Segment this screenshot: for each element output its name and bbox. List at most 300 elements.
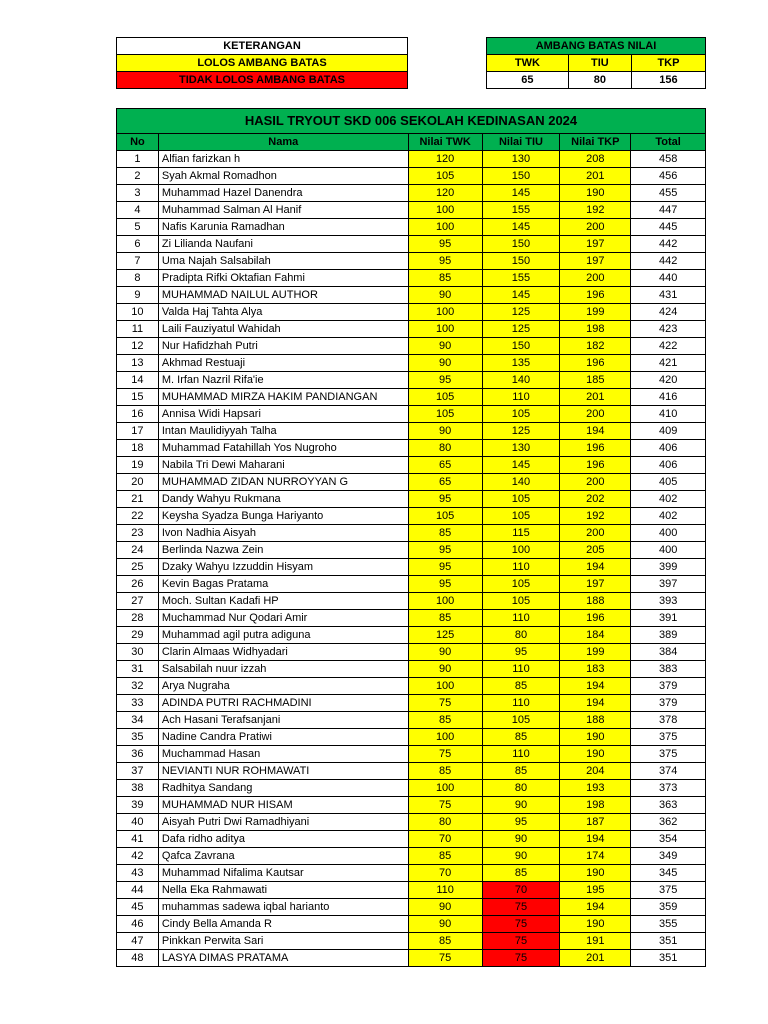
- cell-tiu: 130: [482, 440, 560, 457]
- cell-tkp: 188: [560, 712, 631, 729]
- cell-tiu: 145: [482, 185, 560, 202]
- cell-name: Nafis Karunia Ramadhan: [158, 219, 408, 236]
- cell-twk: 75: [408, 746, 482, 763]
- cell-tkp: 198: [560, 321, 631, 338]
- cell-twk: 120: [408, 185, 482, 202]
- table-row: [117, 916, 706, 933]
- results-body: [117, 151, 706, 967]
- table-row: [117, 542, 706, 559]
- cell-total: 397: [631, 576, 706, 593]
- cell-no: 23: [117, 525, 159, 542]
- cell-name: Kevin Bagas Pratama: [158, 576, 408, 593]
- cell-total: 455: [631, 185, 706, 202]
- cell-tkp: 197: [560, 253, 631, 270]
- threshold-table: [486, 37, 706, 89]
- cell-name: Annisa Widi Hapsari: [158, 406, 408, 423]
- cell-twk: 80: [408, 814, 482, 831]
- cell-total: 379: [631, 695, 706, 712]
- cell-tiu: 95: [482, 644, 560, 661]
- table-row: [117, 882, 706, 899]
- cell-total: 416: [631, 389, 706, 406]
- cell-no: 20: [117, 474, 159, 491]
- table-row: [117, 695, 706, 712]
- cell-no: 16: [117, 406, 159, 423]
- cell-total: 410: [631, 406, 706, 423]
- cell-tiu: 80: [482, 627, 560, 644]
- cell-total: 447: [631, 202, 706, 219]
- cell-no: 10: [117, 304, 159, 321]
- cell-tiu: 105: [482, 712, 560, 729]
- cell-tkp: 197: [560, 576, 631, 593]
- cell-twk: 90: [408, 644, 482, 661]
- cell-tkp: 204: [560, 763, 631, 780]
- cell-total: 375: [631, 882, 706, 899]
- table-row: [117, 525, 706, 542]
- cell-name: Muchammad Nur Qodari Amir: [158, 610, 408, 627]
- cell-name: Nabila Tri Dewi Maharani: [158, 457, 408, 474]
- cell-total: 458: [631, 151, 706, 168]
- threshold-value-tkp: 156: [631, 72, 705, 89]
- table-row: [117, 576, 706, 593]
- table-row: [117, 236, 706, 253]
- cell-twk: 90: [408, 355, 482, 372]
- cell-tkp: 194: [560, 695, 631, 712]
- cell-tkp: 200: [560, 474, 631, 491]
- cell-tiu: 85: [482, 865, 560, 882]
- table-row: [117, 763, 706, 780]
- cell-name: Nur Hafidzhah Putri: [158, 338, 408, 355]
- cell-twk: 90: [408, 661, 482, 678]
- cell-twk: 100: [408, 321, 482, 338]
- cell-total: 399: [631, 559, 706, 576]
- cell-twk: 105: [408, 168, 482, 185]
- cell-tiu: 110: [482, 389, 560, 406]
- cell-tiu: 140: [482, 474, 560, 491]
- cell-total: 378: [631, 712, 706, 729]
- table-row: [117, 151, 706, 168]
- cell-total: 405: [631, 474, 706, 491]
- cell-name: Moch. Sultan Kadafi HP: [158, 593, 408, 610]
- cell-tkp: 201: [560, 950, 631, 967]
- table-row: [117, 219, 706, 236]
- table-row: [117, 797, 706, 814]
- cell-name: ADINDA PUTRI RACHMADINI: [158, 695, 408, 712]
- cell-twk: 100: [408, 780, 482, 797]
- cell-total: 355: [631, 916, 706, 933]
- cell-no: 11: [117, 321, 159, 338]
- cell-twk: 70: [408, 831, 482, 848]
- cell-name: Qafca Zavrana: [158, 848, 408, 865]
- cell-total: 431: [631, 287, 706, 304]
- table-row: [117, 780, 706, 797]
- cell-total: 351: [631, 933, 706, 950]
- cell-tiu: 105: [482, 593, 560, 610]
- cell-no: 3: [117, 185, 159, 202]
- cell-tkp: 184: [560, 627, 631, 644]
- cell-tkp: 196: [560, 440, 631, 457]
- cell-tkp: 197: [560, 236, 631, 253]
- cell-tkp: 196: [560, 287, 631, 304]
- table-row: [117, 950, 706, 967]
- table-row: [117, 610, 706, 627]
- cell-twk: 100: [408, 593, 482, 610]
- table-row: [117, 423, 706, 440]
- cell-tkp: 201: [560, 389, 631, 406]
- cell-name: Uma Najah Salsabilah: [158, 253, 408, 270]
- cell-tkp: 194: [560, 423, 631, 440]
- table-row: [117, 202, 706, 219]
- col-header-tiu: Nilai TIU: [482, 134, 560, 151]
- cell-twk: 95: [408, 576, 482, 593]
- cell-name: Dandy Wahyu Rukmana: [158, 491, 408, 508]
- cell-twk: 95: [408, 491, 482, 508]
- cell-no: 33: [117, 695, 159, 712]
- cell-name: Laili Fauziyatul Wahidah: [158, 321, 408, 338]
- col-header-tkp: Nilai TKP: [560, 134, 631, 151]
- results-title: HASIL TRYOUT SKD 006 SEKOLAH KEDINASAN 2024: [117, 109, 706, 134]
- cell-name: Ivon Nadhia Aisyah: [158, 525, 408, 542]
- cell-total: 384: [631, 644, 706, 661]
- threshold-header-tkp: TKP: [631, 55, 705, 72]
- cell-tkp: 202: [560, 491, 631, 508]
- table-row: [117, 865, 706, 882]
- cell-name: M. Irfan Nazril Rifa'ie: [158, 372, 408, 389]
- table-row: [117, 321, 706, 338]
- cell-total: 345: [631, 865, 706, 882]
- cell-no: 39: [117, 797, 159, 814]
- cell-tkp: 200: [560, 406, 631, 423]
- cell-twk: 85: [408, 270, 482, 287]
- threshold-value-twk: 65: [487, 72, 569, 89]
- cell-name: Zi Lilianda Naufani: [158, 236, 408, 253]
- table-row: [117, 253, 706, 270]
- cell-no: 36: [117, 746, 159, 763]
- cell-total: 375: [631, 746, 706, 763]
- cell-no: 7: [117, 253, 159, 270]
- table-row: [117, 389, 706, 406]
- cell-name: Muhammad Salman Al Hanif: [158, 202, 408, 219]
- cell-no: 6: [117, 236, 159, 253]
- table-row: [117, 593, 706, 610]
- cell-name: Dzaky Wahyu Izzuddin Hisyam: [158, 559, 408, 576]
- cell-tiu: 125: [482, 304, 560, 321]
- cell-total: 423: [631, 321, 706, 338]
- cell-total: 400: [631, 542, 706, 559]
- cell-tiu: 150: [482, 168, 560, 185]
- cell-tiu: 100: [482, 542, 560, 559]
- cell-no: 46: [117, 916, 159, 933]
- cell-total: 374: [631, 763, 706, 780]
- cell-tiu: 145: [482, 287, 560, 304]
- cell-twk: 85: [408, 763, 482, 780]
- cell-tiu: 125: [482, 321, 560, 338]
- cell-total: 349: [631, 848, 706, 865]
- table-row: [117, 508, 706, 525]
- cell-no: 32: [117, 678, 159, 695]
- cell-name: Muhammad Nifalima Kautsar: [158, 865, 408, 882]
- cell-name: Pinkkan Perwita Sari: [158, 933, 408, 950]
- cell-tkp: 199: [560, 644, 631, 661]
- cell-name: Muhammad Hazel Danendra: [158, 185, 408, 202]
- cell-name: muhammas sadewa iqbal harianto: [158, 899, 408, 916]
- cell-tiu: 70: [482, 882, 560, 899]
- cell-tkp: 196: [560, 355, 631, 372]
- threshold-header-twk: TWK: [487, 55, 569, 72]
- cell-twk: 90: [408, 423, 482, 440]
- table-row: [117, 729, 706, 746]
- cell-no: 22: [117, 508, 159, 525]
- table-row: [117, 491, 706, 508]
- cell-no: 1: [117, 151, 159, 168]
- cell-twk: 100: [408, 202, 482, 219]
- cell-total: 442: [631, 253, 706, 270]
- cell-tiu: 110: [482, 695, 560, 712]
- cell-name: Muhammad Fatahillah Yos Nugroho: [158, 440, 408, 457]
- cell-no: 38: [117, 780, 159, 797]
- table-row: [117, 287, 706, 304]
- cell-tkp: 208: [560, 151, 631, 168]
- threshold-title: AMBANG BATAS NILAI: [487, 38, 706, 55]
- table-row: [117, 831, 706, 848]
- cell-tkp: 201: [560, 168, 631, 185]
- cell-twk: 105: [408, 508, 482, 525]
- cell-twk: 100: [408, 729, 482, 746]
- cell-tkp: 185: [560, 372, 631, 389]
- cell-name: Alfian farizkan h: [158, 151, 408, 168]
- legend-fail: TIDAK LOLOS AMBANG BATAS: [117, 72, 408, 89]
- table-row: [117, 440, 706, 457]
- cell-no: 2: [117, 168, 159, 185]
- cell-name: Aisyah Putri Dwi Ramadhiyani: [158, 814, 408, 831]
- cell-tkp: 187: [560, 814, 631, 831]
- cell-tiu: 85: [482, 678, 560, 695]
- cell-no: 24: [117, 542, 159, 559]
- cell-name: Intan Maulidiyyah Talha: [158, 423, 408, 440]
- cell-twk: 100: [408, 304, 482, 321]
- legend-pass: LOLOS AMBANG BATAS: [117, 55, 408, 72]
- cell-tiu: 85: [482, 729, 560, 746]
- cell-no: 29: [117, 627, 159, 644]
- cell-twk: 85: [408, 712, 482, 729]
- cell-name: MUHAMMAD NUR HISAM: [158, 797, 408, 814]
- cell-tiu: 105: [482, 576, 560, 593]
- cell-no: 5: [117, 219, 159, 236]
- cell-tkp: 192: [560, 508, 631, 525]
- table-row: [117, 627, 706, 644]
- cell-tkp: 193: [560, 780, 631, 797]
- table-row: [117, 712, 706, 729]
- cell-total: 400: [631, 525, 706, 542]
- cell-twk: 90: [408, 287, 482, 304]
- cell-tkp: 190: [560, 865, 631, 882]
- cell-tiu: 155: [482, 202, 560, 219]
- cell-twk: 105: [408, 406, 482, 423]
- table-row: [117, 406, 706, 423]
- cell-no: 30: [117, 644, 159, 661]
- cell-tkp: 191: [560, 933, 631, 950]
- cell-tiu: 75: [482, 899, 560, 916]
- table-row: [117, 457, 706, 474]
- cell-tiu: 90: [482, 831, 560, 848]
- cell-tiu: 85: [482, 763, 560, 780]
- table-row: [117, 304, 706, 321]
- cell-tkp: 182: [560, 338, 631, 355]
- legend-title: KETERANGAN: [117, 38, 408, 55]
- cell-no: 14: [117, 372, 159, 389]
- cell-no: 4: [117, 202, 159, 219]
- cell-tkp: 196: [560, 610, 631, 627]
- cell-name: Syah Akmal Romadhon: [158, 168, 408, 185]
- cell-tiu: 150: [482, 236, 560, 253]
- cell-no: 40: [117, 814, 159, 831]
- cell-tkp: 190: [560, 185, 631, 202]
- cell-no: 44: [117, 882, 159, 899]
- cell-total: 362: [631, 814, 706, 831]
- cell-total: 402: [631, 491, 706, 508]
- cell-tkp: 188: [560, 593, 631, 610]
- cell-name: Salsabilah nuur izzah: [158, 661, 408, 678]
- cell-total: 421: [631, 355, 706, 372]
- cell-tiu: 75: [482, 950, 560, 967]
- cell-no: 31: [117, 661, 159, 678]
- cell-total: 383: [631, 661, 706, 678]
- table-row: [117, 338, 706, 355]
- cell-total: 393: [631, 593, 706, 610]
- cell-twk: 95: [408, 559, 482, 576]
- cell-tiu: 90: [482, 848, 560, 865]
- cell-name: Dafa ridho aditya: [158, 831, 408, 848]
- cell-tiu: 105: [482, 406, 560, 423]
- cell-total: 402: [631, 508, 706, 525]
- cell-twk: 85: [408, 525, 482, 542]
- cell-tkp: 194: [560, 899, 631, 916]
- cell-name: Keysha Syadza Bunga Hariyanto: [158, 508, 408, 525]
- cell-twk: 90: [408, 916, 482, 933]
- cell-tkp: 194: [560, 559, 631, 576]
- cell-total: 389: [631, 627, 706, 644]
- cell-tiu: 145: [482, 219, 560, 236]
- cell-tkp: 205: [560, 542, 631, 559]
- cell-tiu: 135: [482, 355, 560, 372]
- cell-name: NEVIANTI NUR ROHMAWATI: [158, 763, 408, 780]
- cell-twk: 65: [408, 457, 482, 474]
- cell-twk: 85: [408, 848, 482, 865]
- cell-name: LASYA DIMAS PRATAMA: [158, 950, 408, 967]
- table-row: [117, 559, 706, 576]
- cell-name: Nadine Candra Pratiwi: [158, 729, 408, 746]
- cell-total: 442: [631, 236, 706, 253]
- cell-tiu: 150: [482, 253, 560, 270]
- cell-twk: 95: [408, 542, 482, 559]
- cell-twk: 100: [408, 219, 482, 236]
- cell-twk: 65: [408, 474, 482, 491]
- cell-tiu: 80: [482, 780, 560, 797]
- cell-tkp: 200: [560, 219, 631, 236]
- cell-tiu: 140: [482, 372, 560, 389]
- col-header-total: Total: [631, 134, 706, 151]
- cell-no: 13: [117, 355, 159, 372]
- cell-total: 406: [631, 457, 706, 474]
- cell-no: 48: [117, 950, 159, 967]
- cell-tiu: 110: [482, 559, 560, 576]
- table-row: [117, 678, 706, 695]
- cell-tkp: 190: [560, 746, 631, 763]
- cell-tiu: 75: [482, 933, 560, 950]
- cell-tiu: 155: [482, 270, 560, 287]
- cell-total: 440: [631, 270, 706, 287]
- cell-tkp: 196: [560, 457, 631, 474]
- cell-tkp: 200: [560, 525, 631, 542]
- cell-tkp: 194: [560, 831, 631, 848]
- cell-no: 45: [117, 899, 159, 916]
- cell-no: 12: [117, 338, 159, 355]
- cell-twk: 70: [408, 865, 482, 882]
- cell-name: Cindy Bella Amanda R: [158, 916, 408, 933]
- cell-no: 35: [117, 729, 159, 746]
- cell-tiu: 125: [482, 423, 560, 440]
- cell-name: Radhitya Sandang: [158, 780, 408, 797]
- table-row: [117, 661, 706, 678]
- cell-no: 18: [117, 440, 159, 457]
- cell-tiu: 75: [482, 916, 560, 933]
- cell-total: 424: [631, 304, 706, 321]
- table-row: [117, 848, 706, 865]
- cell-no: 26: [117, 576, 159, 593]
- cell-total: 420: [631, 372, 706, 389]
- cell-name: Muhammad agil putra adiguna: [158, 627, 408, 644]
- cell-name: Valda Haj Tahta Alya: [158, 304, 408, 321]
- cell-tkp: 198: [560, 797, 631, 814]
- cell-twk: 125: [408, 627, 482, 644]
- cell-total: 354: [631, 831, 706, 848]
- cell-total: 422: [631, 338, 706, 355]
- cell-tkp: 194: [560, 678, 631, 695]
- cell-no: 42: [117, 848, 159, 865]
- cell-name: Pradipta Rifki Oktafian Fahmi: [158, 270, 408, 287]
- cell-no: 8: [117, 270, 159, 287]
- cell-twk: 80: [408, 440, 482, 457]
- cell-name: Ach Hasani Terafsanjani: [158, 712, 408, 729]
- cell-tiu: 130: [482, 151, 560, 168]
- cell-total: 373: [631, 780, 706, 797]
- table-row: [117, 185, 706, 202]
- cell-twk: 95: [408, 253, 482, 270]
- cell-no: 37: [117, 763, 159, 780]
- cell-no: 15: [117, 389, 159, 406]
- cell-twk: 85: [408, 610, 482, 627]
- cell-twk: 90: [408, 338, 482, 355]
- cell-no: 47: [117, 933, 159, 950]
- cell-total: 456: [631, 168, 706, 185]
- cell-total: 363: [631, 797, 706, 814]
- table-row: [117, 746, 706, 763]
- cell-total: 351: [631, 950, 706, 967]
- col-header-no: No: [117, 134, 159, 151]
- cell-tkp: 190: [560, 729, 631, 746]
- cell-tiu: 95: [482, 814, 560, 831]
- cell-tkp: 183: [560, 661, 631, 678]
- cell-no: 27: [117, 593, 159, 610]
- cell-tkp: 190: [560, 916, 631, 933]
- table-row: [117, 933, 706, 950]
- cell-tiu: 110: [482, 610, 560, 627]
- cell-twk: 75: [408, 695, 482, 712]
- cell-total: 359: [631, 899, 706, 916]
- cell-no: 25: [117, 559, 159, 576]
- cell-name: MUHAMMAD ZIDAN NURROYYAN G: [158, 474, 408, 491]
- cell-tkp: 200: [560, 270, 631, 287]
- results-table: [116, 108, 706, 967]
